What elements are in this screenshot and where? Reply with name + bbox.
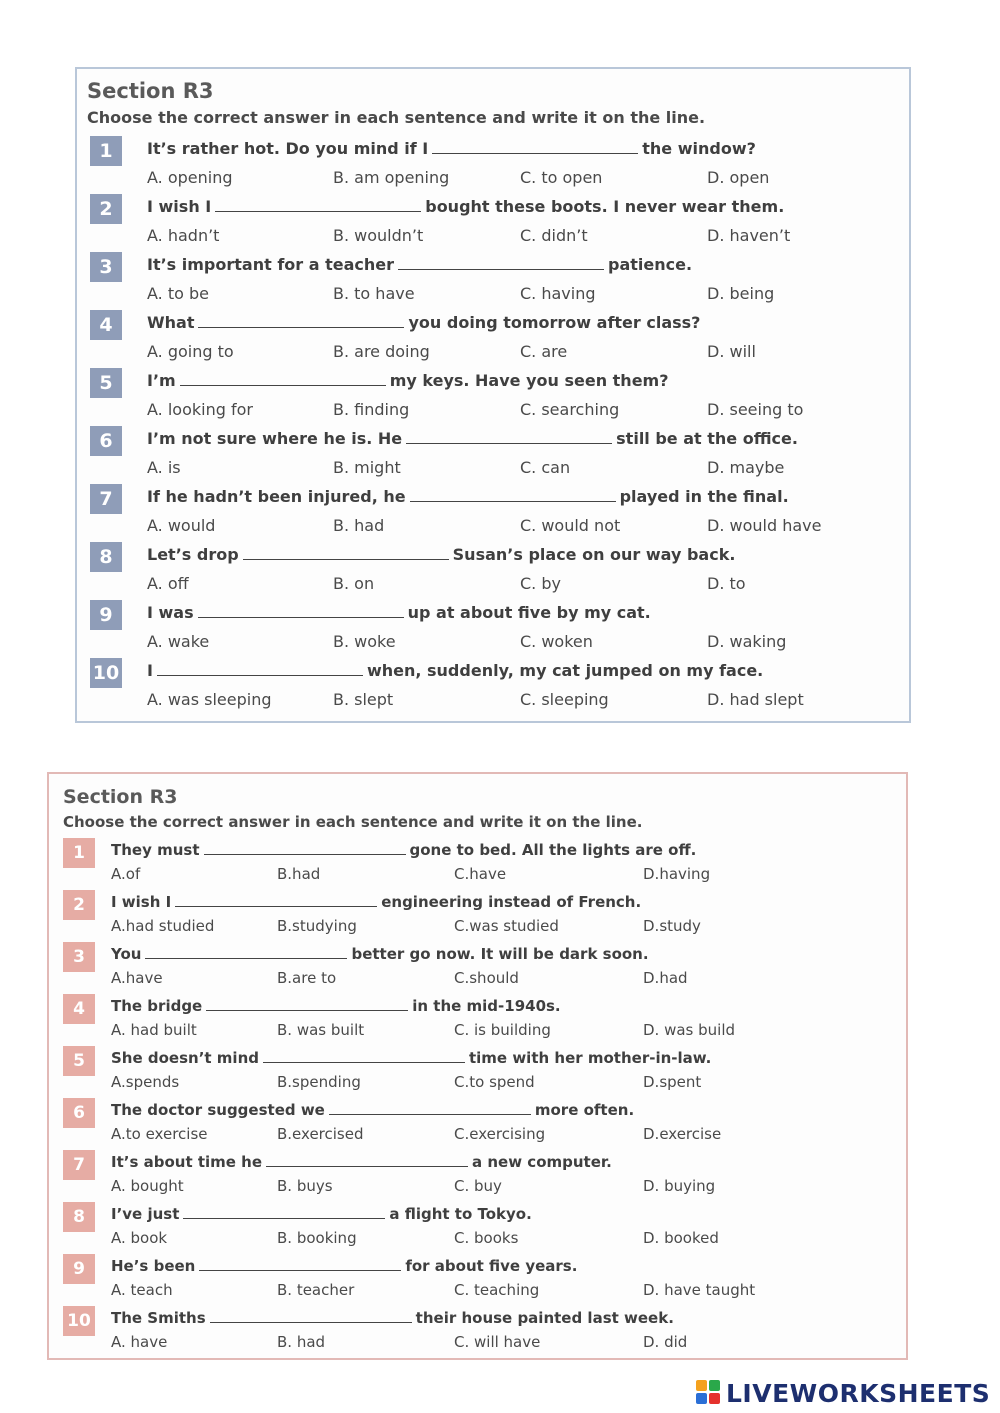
answer-option-c: C. is building [454,1021,551,1039]
question-stem [111,1308,674,1327]
section-1 [75,67,911,723]
answer-option-d: D. did [643,1333,688,1351]
answer-option-d: D. maybe [707,458,785,477]
question-stem [111,1100,634,1119]
liveworksheets-brand [696,1376,996,1410]
answer-blank[interactable] [398,255,604,270]
stem-before-blank: The bridge [111,997,203,1015]
answer-option-a: A. going to [147,342,234,361]
answer-option-c: C. having [520,284,596,303]
answer-blank[interactable] [329,1100,531,1115]
stem-after-blank: still be at the office. [616,429,798,448]
answer-option-c: C. woken [520,632,593,651]
question-number-badge: 1 [63,838,95,868]
answer-option-b: B.had [277,865,321,883]
question-number-badge: 6 [90,426,122,456]
answer-option-d: D. will [707,342,756,361]
answer-blank[interactable] [198,313,404,328]
answer-option-b: B. am opening [333,168,450,187]
stem-before-blank: The doctor suggested we [111,1101,325,1119]
question-stem [111,1204,532,1223]
section-title: Section R3 [63,786,178,808]
question-stem [111,996,561,1015]
question-stem [147,429,798,448]
stem-after-blank: a flight to Tokyo. [389,1205,532,1223]
question-stem [111,1256,577,1275]
question-number-badge: 8 [63,1202,95,1232]
question-stem [147,313,700,332]
answer-option-b: B. wouldn’t [333,226,424,245]
stem-after-blank: time with her mother-in-law. [468,1049,712,1067]
question-number-badge: 10 [63,1306,95,1336]
brand-name: LIVEWORKSHEETS [726,1378,991,1408]
answer-option-c: C. to open [520,168,603,187]
answer-option-a: A. bought [111,1177,184,1195]
answer-option-b: B. buys [277,1177,333,1195]
question-stem [147,661,763,680]
question-number-badge: 2 [63,890,95,920]
stem-after-blank: when, suddenly, my cat jumped on my face. [366,661,764,680]
stem-after-blank: bought these boots. I never wear them. [425,197,785,216]
answer-option-c: C.have [454,865,507,883]
question-stem [111,1152,612,1171]
stem-before-blank: I [147,661,153,680]
answer-option-c: C. buy [454,1177,502,1195]
section-instruction: Choose the correct answer in each sentence and write it on the line. [87,108,706,127]
answer-option-b: B. on [333,574,375,593]
stem-before-blank: Let’s drop [147,545,239,564]
answer-option-c: C.exercising [454,1125,546,1143]
answer-blank[interactable] [266,1152,468,1167]
question-stem [147,255,692,274]
stem-before-blank: I wish I [111,893,172,911]
answer-blank[interactable] [263,1048,465,1063]
question-stem [147,139,756,158]
answer-option-a: A. have [111,1333,168,1351]
question-number-badge: 9 [63,1254,95,1284]
answer-option-b: B. was built [277,1021,365,1039]
answer-option-b: B. slept [333,690,394,709]
stem-before-blank: They must [111,841,200,859]
answer-blank[interactable] [198,603,404,618]
answer-blank[interactable] [432,139,638,154]
question-number-badge: 10 [90,658,122,688]
answer-option-b: B.are to [277,969,337,987]
answer-option-c: C. searching [520,400,620,419]
answer-option-c: C.was studied [454,917,559,935]
answer-option-a: A. off [147,574,189,593]
answer-option-d: D. being [707,284,775,303]
answer-option-a: A. to be [147,284,209,303]
answer-blank[interactable] [180,371,386,386]
question-stem [147,487,789,506]
question-number-badge: 8 [90,542,122,572]
stem-before-blank: I wish I [147,197,212,216]
stem-before-blank: I’m not sure where he is. He [147,429,403,448]
answer-blank[interactable] [243,545,449,560]
answer-option-d: D.having [643,865,711,883]
stem-before-blank: It’s important for a teacher [147,255,395,274]
answer-option-d: D. haven’t [707,226,791,245]
stem-after-blank: the window? [642,139,756,158]
answer-option-a: A. wake [147,632,210,651]
question-number-badge: 5 [90,368,122,398]
answer-option-c: C.should [454,969,519,987]
answer-option-b: B. are doing [333,342,430,361]
answer-option-a: A.of [111,865,141,883]
answer-option-a: A. teach [111,1281,173,1299]
stem-after-blank: better go now. It will be dark soon. [351,945,649,963]
question-number-badge: 7 [63,1150,95,1180]
liveworksheets-logo-icon [696,1380,722,1406]
stem-after-blank: for about five years. [405,1257,578,1275]
answer-option-c: C. books [454,1229,519,1247]
answer-option-c: C. will have [454,1333,541,1351]
answer-option-c: C. sleeping [520,690,609,709]
question-stem [147,603,651,622]
answer-option-a: A. book [111,1229,168,1247]
answer-option-c: C.to spend [454,1073,535,1091]
answer-option-b: B. to have [333,284,415,303]
answer-option-c: C. by [520,574,561,593]
stem-before-blank: You [111,945,142,963]
stem-before-blank: I’ve just [111,1205,180,1223]
answer-option-d: D. would have [707,516,822,535]
stem-after-blank: in the mid-1940s. [412,997,561,1015]
stem-after-blank: my keys. Have you seen them? [389,371,669,390]
question-stem [111,840,696,859]
answer-option-c: C. didn’t [520,226,588,245]
answer-option-a: A.had studied [111,917,215,935]
answer-option-d: D. booked [643,1229,719,1247]
answer-blank[interactable] [210,1308,412,1323]
answer-option-d: D. open [707,168,770,187]
question-number-badge: 9 [90,600,122,630]
stem-after-blank: Susan’s place on our way back. [452,545,736,564]
answer-option-a: A.have [111,969,163,987]
question-stem [111,1048,711,1067]
stem-before-blank: If he hadn’t been injured, he [147,487,406,506]
answer-blank[interactable] [410,487,616,502]
answer-option-c: C. would not [520,516,621,535]
answer-option-d: D. to [707,574,746,593]
answer-blank[interactable] [145,944,347,959]
question-number-badge: 7 [90,484,122,514]
stem-before-blank: I was [147,603,194,622]
answer-option-b: B. had [277,1333,326,1351]
stem-before-blank: He’s been [111,1257,196,1275]
logo-square [709,1380,720,1391]
stem-after-blank: gone to bed. All the lights are off. [409,841,697,859]
stem-after-blank: their house painted last week. [415,1309,674,1327]
answer-option-b: B.spending [277,1073,361,1091]
answer-option-d: D. waking [707,632,787,651]
answer-option-b: B. teacher [277,1281,355,1299]
question-number-badge: 5 [63,1046,95,1076]
answer-option-a: A. would [147,516,216,535]
answer-option-d: D.exercise [643,1125,722,1143]
answer-blank[interactable] [157,661,363,676]
answer-option-a: A. hadn’t [147,226,220,245]
answer-option-b: B. had [333,516,385,535]
answer-option-a: A.to exercise [111,1125,208,1143]
question-stem [147,197,784,216]
question-number-badge: 1 [90,136,122,166]
answer-option-d: D. have taught [643,1281,756,1299]
question-number-badge: 3 [63,942,95,972]
answer-blank[interactable] [204,840,406,855]
stem-after-blank: more often. [534,1101,635,1119]
stem-before-blank: It’s about time he [111,1153,263,1171]
logo-square [696,1380,707,1391]
question-stem [147,371,669,390]
answer-option-a: A. is [147,458,181,477]
section-title: Section R3 [87,79,214,103]
answer-option-d: D. buying [643,1177,716,1195]
answer-option-b: B. woke [333,632,396,651]
logo-square [696,1393,707,1404]
answer-blank[interactable] [215,197,421,212]
answer-option-b: B. finding [333,400,410,419]
section-2 [47,772,908,1360]
answer-blank[interactable] [175,892,377,907]
answer-option-b: B. booking [277,1229,357,1247]
answer-option-c: C. can [520,458,571,477]
stem-before-blank: What [147,313,195,332]
stem-after-blank: patience. [608,255,693,274]
question-number-badge: 4 [63,994,95,1024]
answer-blank[interactable] [206,996,408,1011]
answer-blank[interactable] [406,429,612,444]
answer-option-d: D.spent [643,1073,702,1091]
answer-option-a: A. looking for [147,400,253,419]
stem-after-blank: engineering instead of French. [381,893,642,911]
answer-option-d: D. was build [643,1021,736,1039]
answer-option-a: A. opening [147,168,233,187]
stem-before-blank: I’m [147,371,176,390]
question-stem [111,892,641,911]
answer-option-a: A. had built [111,1021,197,1039]
answer-option-a: A.spends [111,1073,180,1091]
answer-blank[interactable] [199,1256,401,1271]
answer-option-d: D. seeing to [707,400,804,419]
stem-after-blank: played in the final. [619,487,789,506]
answer-blank[interactable] [183,1204,385,1219]
answer-option-d: D. had slept [707,690,804,709]
question-stem [147,545,735,564]
question-number-badge: 4 [90,310,122,340]
stem-after-blank: up at about five by my cat. [407,603,651,622]
stem-after-blank: a new computer. [472,1153,612,1171]
answer-option-b: B.exercised [277,1125,364,1143]
answer-option-a: A. was sleeping [147,690,272,709]
stem-after-blank: you doing tomorrow after class? [408,313,701,332]
stem-before-blank: It’s rather hot. Do you mind if I [147,139,429,158]
question-stem [111,944,649,963]
logo-square [709,1393,720,1404]
stem-before-blank: She doesn’t mind [111,1049,259,1067]
question-number-badge: 3 [90,252,122,282]
stem-before-blank: The Smiths [111,1309,206,1327]
answer-option-b: B.studying [277,917,357,935]
question-number-badge: 6 [63,1098,95,1128]
answer-option-c: C. are [520,342,568,361]
answer-option-d: D.study [643,917,701,935]
question-number-badge: 2 [90,194,122,224]
answer-option-c: C. teaching [454,1281,540,1299]
answer-option-d: D.had [643,969,688,987]
section-instruction: Choose the correct answer in each sentence and write it on the line. [63,813,643,831]
answer-option-b: B. might [333,458,401,477]
